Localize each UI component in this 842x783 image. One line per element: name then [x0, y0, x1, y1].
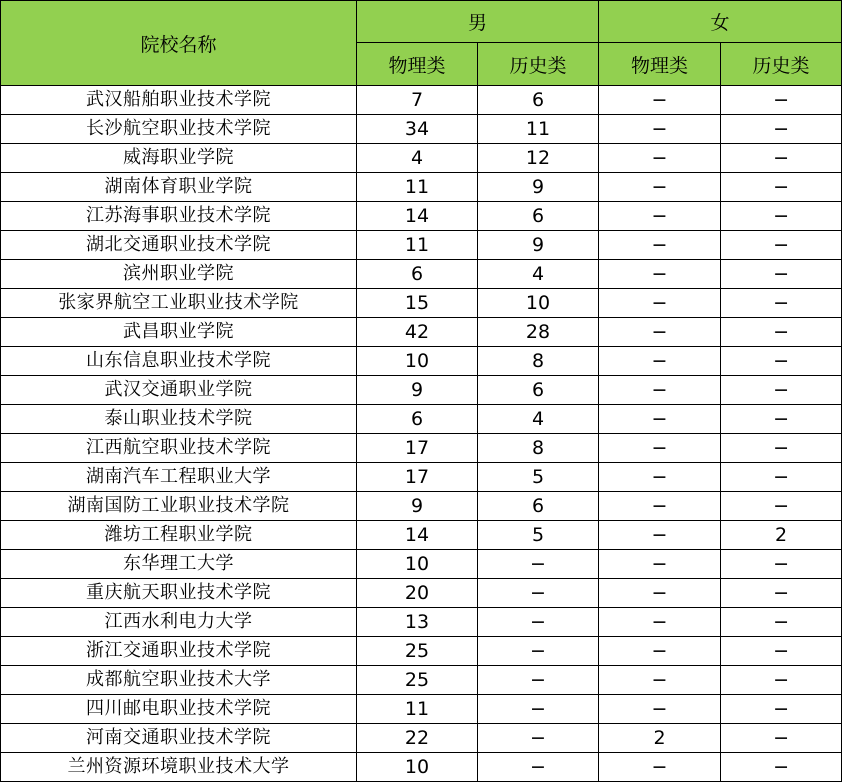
- female-history-cell: −: [721, 173, 842, 202]
- female-history-cell: −: [721, 115, 842, 144]
- header-female: 女: [599, 1, 842, 43]
- male-history-cell: 10: [478, 289, 599, 318]
- table-row: [1, 318, 842, 347]
- school-name-cell: 张家界航空工业职业技术学院: [1, 289, 357, 318]
- table-row: [1, 405, 842, 434]
- male-history-cell: 5: [478, 521, 599, 550]
- school-name-cell: 东华理工大学: [1, 550, 357, 579]
- female-history-cell: −: [721, 492, 842, 521]
- female-history-cell: −: [721, 434, 842, 463]
- female-physics-cell: −: [599, 144, 721, 173]
- school-name-cell: 潍坊工程职业学院: [1, 521, 357, 550]
- male-history-cell: −: [478, 550, 599, 579]
- male-history-cell: 6: [478, 492, 599, 521]
- table-row: [1, 86, 842, 115]
- female-physics-cell: −: [599, 173, 721, 202]
- male-physics-cell: 34: [357, 115, 478, 144]
- male-physics-cell: 22: [357, 724, 478, 753]
- school-name-cell: 浙江交通职业技术学院: [1, 637, 357, 666]
- male-history-cell: 8: [478, 347, 599, 376]
- female-history-cell: −: [721, 550, 842, 579]
- female-physics-cell: 2: [599, 724, 721, 753]
- male-history-cell: −: [478, 753, 599, 782]
- header-female-history: 历史类: [721, 43, 842, 86]
- table-row: [1, 608, 842, 637]
- male-history-cell: −: [478, 666, 599, 695]
- male-physics-cell: 14: [357, 521, 478, 550]
- female-history-cell: −: [721, 144, 842, 173]
- table-header: [1, 1, 842, 86]
- school-name-cell: 山东信息职业技术学院: [1, 347, 357, 376]
- school-name-cell: 湖南体育职业学院: [1, 173, 357, 202]
- female-physics-cell: −: [599, 318, 721, 347]
- table-row: [1, 637, 842, 666]
- male-history-cell: −: [478, 637, 599, 666]
- female-physics-cell: −: [599, 434, 721, 463]
- header-school-name: 院校名称: [1, 1, 357, 86]
- female-history-cell: −: [721, 724, 842, 753]
- table-row: [1, 463, 842, 492]
- school-name-cell: 湖南国防工业职业技术学院: [1, 492, 357, 521]
- male-history-cell: 5: [478, 463, 599, 492]
- male-history-cell: 6: [478, 86, 599, 115]
- table-row: [1, 231, 842, 260]
- male-physics-cell: 6: [357, 405, 478, 434]
- male-physics-cell: 11: [357, 173, 478, 202]
- male-history-cell: −: [478, 724, 599, 753]
- school-name-cell: 兰州资源环境职业技术大学: [1, 753, 357, 782]
- female-physics-cell: −: [599, 289, 721, 318]
- male-physics-cell: 9: [357, 376, 478, 405]
- table-body: [1, 86, 842, 782]
- male-physics-cell: 6: [357, 260, 478, 289]
- school-name-cell: 江西航空职业技术学院: [1, 434, 357, 463]
- table-row: [1, 695, 842, 724]
- female-history-cell: −: [721, 376, 842, 405]
- table-row: [1, 173, 842, 202]
- female-history-cell: −: [721, 695, 842, 724]
- female-physics-cell: −: [599, 666, 721, 695]
- school-name-cell: 重庆航天职业技术学院: [1, 579, 357, 608]
- female-history-cell: −: [721, 463, 842, 492]
- school-name-cell: 成都航空职业技术大学: [1, 666, 357, 695]
- female-history-cell: 2: [721, 521, 842, 550]
- male-history-cell: 9: [478, 173, 599, 202]
- table-row: [1, 434, 842, 463]
- male-physics-cell: 4: [357, 144, 478, 173]
- male-physics-cell: 10: [357, 753, 478, 782]
- female-history-cell: −: [721, 347, 842, 376]
- school-name-cell: 武昌职业学院: [1, 318, 357, 347]
- school-name-cell: 湖南汽车工程职业大学: [1, 463, 357, 492]
- school-name-cell: 河南交通职业技术学院: [1, 724, 357, 753]
- school-name-cell: 江西水利电力大学: [1, 608, 357, 637]
- header-male-history: 历史类: [478, 43, 599, 86]
- male-physics-cell: 25: [357, 637, 478, 666]
- table-row: [1, 521, 842, 550]
- school-name-cell: 威海职业学院: [1, 144, 357, 173]
- female-history-cell: −: [721, 86, 842, 115]
- table-row: [1, 115, 842, 144]
- male-history-cell: 8: [478, 434, 599, 463]
- school-name-cell: 滨州职业学院: [1, 260, 357, 289]
- table-row: [1, 666, 842, 695]
- school-name-cell: 武汉交通职业学院: [1, 376, 357, 405]
- female-history-cell: −: [721, 260, 842, 289]
- school-name-cell: 武汉船舶职业技术学院: [1, 86, 357, 115]
- male-history-cell: 12: [478, 144, 599, 173]
- female-physics-cell: −: [599, 115, 721, 144]
- table-row: [1, 753, 842, 782]
- male-physics-cell: 17: [357, 434, 478, 463]
- table-row: [1, 492, 842, 521]
- female-physics-cell: −: [599, 753, 721, 782]
- male-physics-cell: 13: [357, 608, 478, 637]
- female-physics-cell: −: [599, 202, 721, 231]
- female-physics-cell: −: [599, 695, 721, 724]
- school-name-cell: 长沙航空职业技术学院: [1, 115, 357, 144]
- male-history-cell: −: [478, 579, 599, 608]
- female-history-cell: −: [721, 231, 842, 260]
- male-physics-cell: 14: [357, 202, 478, 231]
- male-history-cell: 6: [478, 202, 599, 231]
- male-physics-cell: 9: [357, 492, 478, 521]
- female-history-cell: −: [721, 405, 842, 434]
- female-history-cell: −: [721, 289, 842, 318]
- female-physics-cell: −: [599, 608, 721, 637]
- male-physics-cell: 11: [357, 231, 478, 260]
- table-row: [1, 724, 842, 753]
- female-physics-cell: −: [599, 637, 721, 666]
- table-row: [1, 289, 842, 318]
- table-row: [1, 260, 842, 289]
- table-row: [1, 347, 842, 376]
- male-physics-cell: 15: [357, 289, 478, 318]
- table-row: [1, 376, 842, 405]
- header-female-physics: 物理类: [599, 43, 721, 86]
- header-male-physics: 物理类: [357, 43, 478, 86]
- female-physics-cell: −: [599, 463, 721, 492]
- male-history-cell: 4: [478, 405, 599, 434]
- female-physics-cell: −: [599, 492, 721, 521]
- male-physics-cell: 7: [357, 86, 478, 115]
- school-name-cell: 四川邮电职业技术学院: [1, 695, 357, 724]
- female-physics-cell: −: [599, 347, 721, 376]
- male-history-cell: 6: [478, 376, 599, 405]
- male-history-cell: 11: [478, 115, 599, 144]
- table-row: [1, 550, 842, 579]
- female-history-cell: −: [721, 753, 842, 782]
- female-history-cell: −: [721, 318, 842, 347]
- male-physics-cell: 25: [357, 666, 478, 695]
- female-physics-cell: −: [599, 550, 721, 579]
- female-physics-cell: −: [599, 260, 721, 289]
- female-physics-cell: −: [599, 579, 721, 608]
- school-name-cell: 湖北交通职业技术学院: [1, 231, 357, 260]
- male-history-cell: −: [478, 608, 599, 637]
- male-history-cell: 4: [478, 260, 599, 289]
- male-history-cell: 28: [478, 318, 599, 347]
- header-row-gender: [1, 1, 842, 43]
- table-row: [1, 202, 842, 231]
- male-physics-cell: 17: [357, 463, 478, 492]
- female-physics-cell: −: [599, 376, 721, 405]
- school-name-cell: 泰山职业技术学院: [1, 405, 357, 434]
- male-physics-cell: 10: [357, 347, 478, 376]
- female-physics-cell: −: [599, 405, 721, 434]
- male-physics-cell: 42: [357, 318, 478, 347]
- male-physics-cell: 10: [357, 550, 478, 579]
- female-physics-cell: −: [599, 231, 721, 260]
- female-history-cell: −: [721, 579, 842, 608]
- table-row: [1, 579, 842, 608]
- header-male: 男: [357, 1, 599, 43]
- school-name-cell: 江苏海事职业技术学院: [1, 202, 357, 231]
- table-row: [1, 144, 842, 173]
- male-history-cell: −: [478, 695, 599, 724]
- female-history-cell: −: [721, 666, 842, 695]
- male-history-cell: 9: [478, 231, 599, 260]
- female-history-cell: −: [721, 608, 842, 637]
- female-history-cell: −: [721, 202, 842, 231]
- female-physics-cell: −: [599, 521, 721, 550]
- female-physics-cell: −: [599, 86, 721, 115]
- male-physics-cell: 11: [357, 695, 478, 724]
- female-history-cell: −: [721, 637, 842, 666]
- male-physics-cell: 20: [357, 579, 478, 608]
